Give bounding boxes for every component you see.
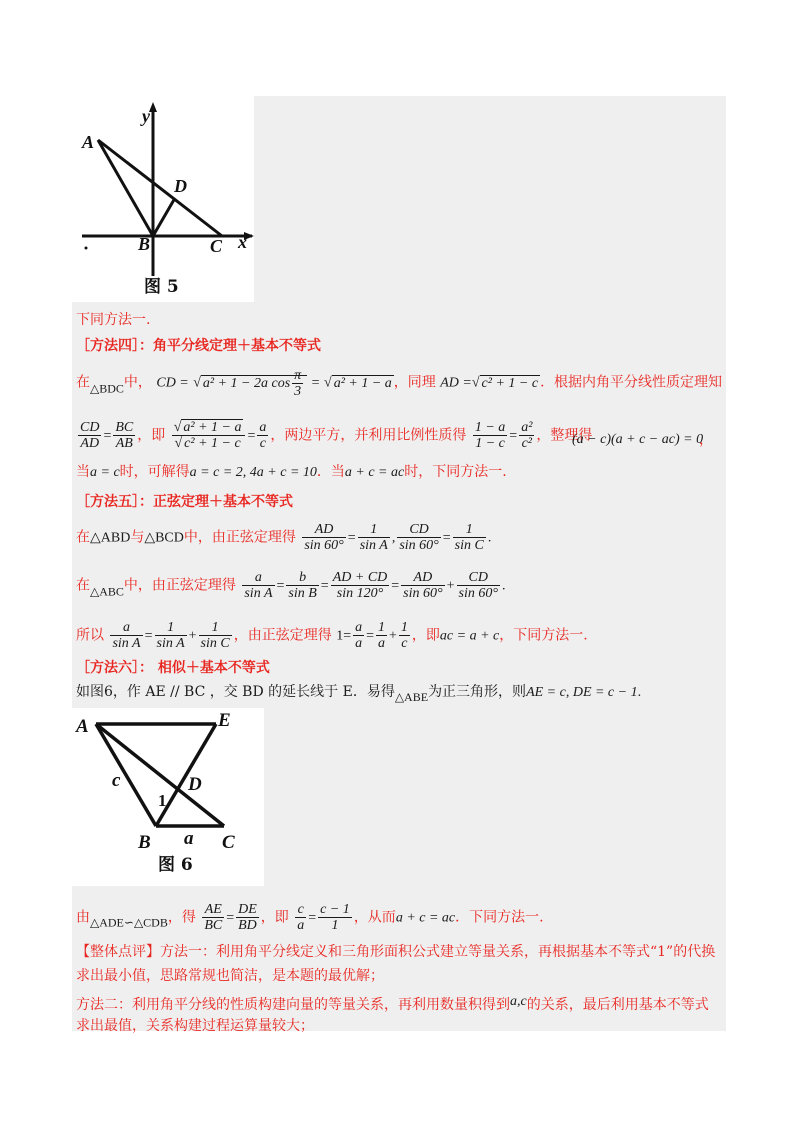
method5-heading: ［方法五］：正弦定理＋基本不等式	[76, 494, 293, 510]
method5-line2: 在△ABC中，由正弦定理得 $\frac{a}{\text{sin A}}$ = $\frac{b}{\text{sin B}}$ = $\frac{AD + CD}{\sin 120^\circ}$ = $\frac{AD}{\sin 60^\circ}$ + $\frac{CD}{\sin 60^\circ}$ .	[76, 570, 506, 601]
method6-similarity-line: 由△ADE∽△CDB，得 $\frac{AE}{BC}$ = $\frac{DE}{BD}$ ，即 $\frac{c}{a}$ = $\frac{c - 1}{1}$ ，从而a + c = ac．下同方法一.	[76, 902, 544, 933]
fig6-caption: 图 6	[158, 855, 193, 875]
method5-line3: 所以 $\frac{a}{\text{sin A}}$ = $\frac{1}{\text{sin A}}$ + $\frac{1}{\text{sin C}}$ ，由正弦定理得 1= $\frac{a}{a}$ = $\frac{1}{a}$ + $\frac{1}{c}$ ，即ac = a + c，下同方法一.	[76, 620, 588, 651]
fig6-label-D: D	[188, 774, 202, 795]
fig6-label-B: B	[138, 832, 151, 853]
summary-line4: 求出最值，关系构建过程运算量较大；	[76, 1018, 314, 1034]
fig6-label-1: 1	[158, 791, 167, 810]
summary-line2: 求出最小值，思路常规也简洁，是本题的最优解；	[76, 968, 384, 984]
fig5-label-B: B	[138, 234, 151, 254]
fig6-label-a: a	[184, 828, 194, 849]
method6-line1: 如图6，作 AE // BC ，交 BD 的延长线于 E．易得△ABE为正三角形，则AE = c, DE = c − 1.	[76, 684, 642, 704]
fig5-caption: 图 5	[144, 277, 179, 297]
figure-6	[72, 708, 264, 886]
method4-line1: 在△BDC中， CD = √ a² + 1 − 2a cos $\frac{\pi}{3}$ = √ a² + 1 − a ，同理 AD =√ c² + 1 − c ．根据内角平分线性质定理知	[76, 368, 723, 399]
fig5-label-A: A	[82, 132, 95, 152]
fig5-label-D: D	[174, 176, 187, 196]
summary-line1: 【整体点评】方法一：利用角平分线定义和三角形面积公式建立等量关系，再根据基本不等式“1”的代换	[76, 944, 716, 960]
figure-6-diagram	[72, 708, 264, 886]
line-same-as-method1: 下同方法一.	[76, 312, 151, 328]
fig6-label-E: E	[218, 710, 231, 731]
figure-5	[72, 96, 254, 302]
fig5-label-x: x	[238, 232, 247, 252]
fig6-label-C: C	[222, 832, 235, 853]
fig5-label-C: C	[210, 236, 223, 256]
fig6-label-A: A	[76, 716, 89, 737]
figure-5-diagram	[72, 96, 254, 302]
method6-heading: ［方法六］： 相似＋基本不等式	[76, 660, 270, 676]
method4-comma: ，	[699, 432, 713, 448]
fig6-label-c: c	[112, 770, 121, 791]
method5-line1: 在△ABD与△BCD中，由正弦定理得 $\frac{AD}{\sin 60^\circ}$ = $\frac{1}{\text{sin A}}$ , $\frac{CD}{\sin 60^\circ}$ = $\frac{1}{\text{sin C}}$ .	[76, 522, 492, 553]
summary-line3: 方法二：利用角平分线的性质构建向量的等量关系，再利用数量积得到a,c的关系，最后利用基本不等式	[76, 994, 709, 1013]
method4-line3: 当a = c时，可解得a = c = 2, 4a + c = 10．当a + c = ac时，下同方法一.	[76, 464, 507, 480]
method4-factored-eq: (a − c)(a + c − ac) = 0	[572, 432, 704, 447]
method4-line2: $\frac{CD}{AD}$ = $\frac{BC}{AB}$ ，即 $\frac{\text{√ a² + 1 − a}}{\text{√ c² + 1 − c}}$ = $\frac{a}{c}$ ，两边平方，并利用比例性质得 $\frac{1 - a}{1 - c}$ = $\frac{\text{a²}}{\text{c²}}$ ，整理得	[80, 420, 593, 451]
method4-heading: ［方法四］：角平分线定理＋基本不等式	[76, 338, 321, 354]
fig5-label-y: y	[142, 106, 150, 126]
